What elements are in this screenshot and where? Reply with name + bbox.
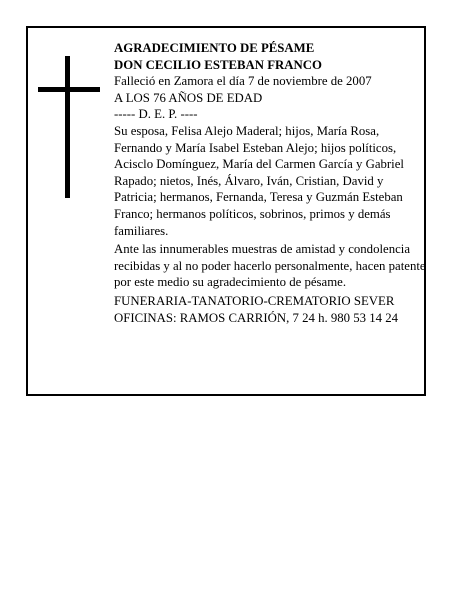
offices-line: OFICINAS: RAMOS CARRIÓN, 7 24 h. 980 53 14 24: [114, 310, 399, 325]
funeral-home: FUNERARIA-TANATORIO-CREMATORIO SEVER: [114, 293, 395, 308]
cross-icon: [38, 56, 100, 198]
deceased-name: DON CECILIO ESTEBAN FRANCO: [114, 57, 322, 72]
family-paragraph: Su esposa, Felisa Alejo Maderal; hijos, María Rosa, Fernando y María Isabel Esteban Alejo; hijos políticos, Acisclo Domínguez, María del Carmen García y Gabriel Rapado; nietos, Inés, Álvaro, Iván, Cristian, David y Patricia; hermanos, Fernanda, Teresa y Guzmán Esteban Franco; hermanos políticos, sobrinos, primos y demás familiares.: [114, 123, 404, 238]
notice-title: AGRADECIMIENTO DE PÉSAME: [114, 41, 315, 55]
cross-vertical-bar: [65, 56, 70, 198]
notice-text: [114, 40, 426, 326]
age-line: A LOS 76 AÑOS DE EDAD: [114, 90, 263, 105]
death-date-line: Falleció en Zamora el día 7 de noviembre de 2007: [114, 74, 372, 89]
obituary-notice: [26, 26, 426, 396]
cross-horizontal-bar: [38, 87, 100, 92]
thanks-paragraph: Ante las innumerables muestras de amistad y condolencia recibidas y al no poder hacerlo personalmente, hacen patente por este medio su agradecimiento de pésame.: [114, 242, 426, 290]
rip-line: ----- D. E. P. ----: [114, 107, 198, 122]
